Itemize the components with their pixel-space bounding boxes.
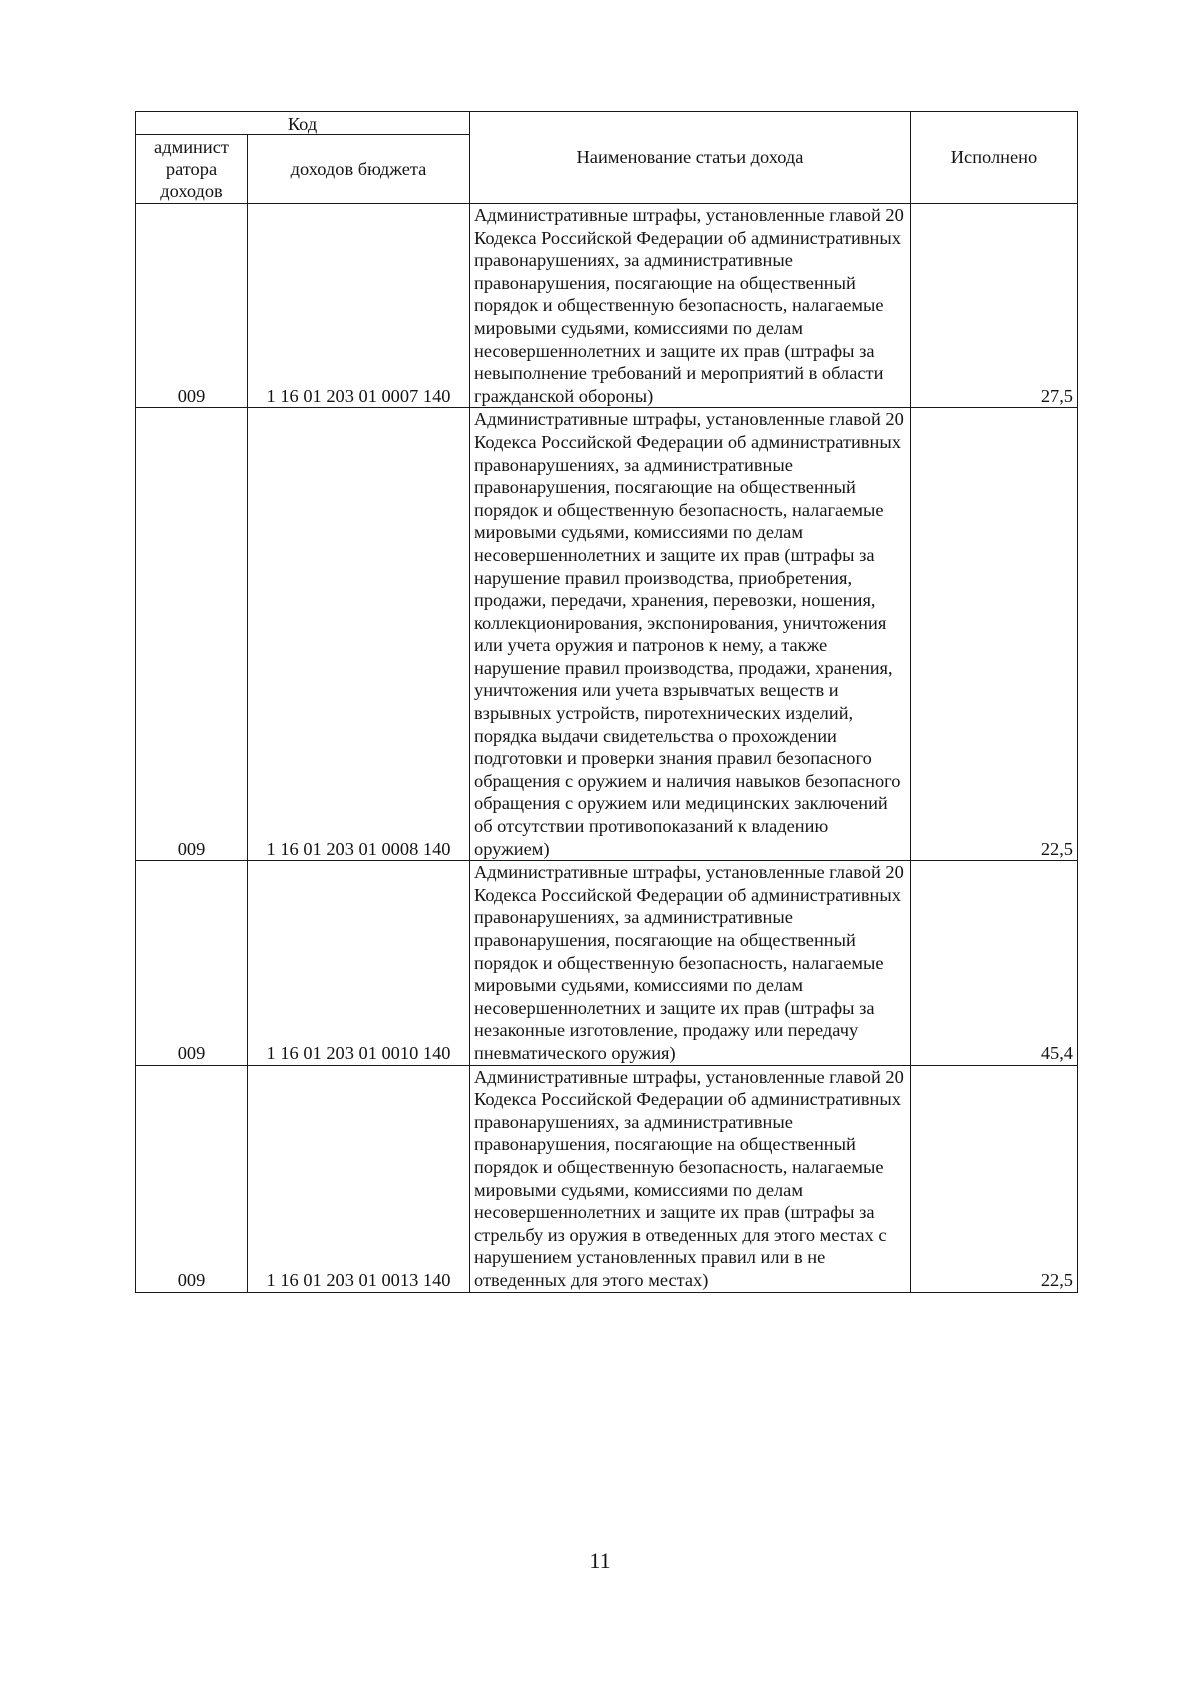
executed-amount-cell: 45,4 xyxy=(911,861,1078,1065)
executed-amount-cell: 22,5 xyxy=(911,1065,1078,1292)
admin-code-cell: 009 xyxy=(136,1065,248,1292)
executed-amount-cell: 27,5 xyxy=(911,204,1078,408)
header-kod: Код xyxy=(136,112,470,135)
page-number: 11 xyxy=(589,1548,611,1573)
header-executed: Исполнено xyxy=(911,112,1078,204)
table-row xyxy=(136,1065,1078,1292)
table-row xyxy=(136,408,1078,861)
item-name-cell: Административные штрафы, установленные главой 20 Кодекса Российской Федерации об административных правонарушениях, за административные правонарушения, посягающие на общественный порядок и общественную безопасность, налагаемые мировыми судьями, комиссиями по делам несовершеннолетних и защите их прав (штрафы за нарушение правил производства, приобретения, продажи, передачи, хранения, перевозки, ношения, коллекционирования, экспонирования, уничтожения или учета оружия и патронов к нему, а также нарушение правил производства, продажи, хранения, уничтожения или учета взрывчатых веществ и взрывных устройств, пиротехнических изделий, порядка выдачи свидетельства о прохождении подготовки и проверки знания правил безопасного обращения с оружием и наличия навыков безопасного обращения с оружием или медицинских заключений об отсутствии противопоказаний к владению оружием) xyxy=(470,408,911,861)
item-name-cell: Административные штрафы, установленные главой 20 Кодекса Российской Федерации об административных правонарушениях, за административные правонарушения, посягающие на общественный порядок и общественную безопасность, налагаемые мировыми судьями, комиссиями по делам несовершеннолетних и защите их прав (штрафы за незаконные изготовление, продажу или передачу пневматического оружия) xyxy=(470,861,911,1065)
item-name-cell: Административные штрафы, установленные главой 20 Кодекса Российской Федерации об административных правонарушениях, за административные правонарушения, посягающие на общественный порядок и общественную безопасность, налагаемые мировыми судьями, комиссиями по делам несовершеннолетних и защите их прав (штрафы за невыполнение требований и мероприятий в области гражданской обороны) xyxy=(470,204,911,408)
income-code-cell: 1 16 01 203 01 0010 140 xyxy=(248,861,470,1065)
header-row-top xyxy=(136,112,1078,135)
header-item-name: Наименование статьи дохода xyxy=(470,112,911,204)
admin-code-cell: 009 xyxy=(136,861,248,1065)
admin-code-cell: 009 xyxy=(136,408,248,861)
income-code-cell: 1 16 01 203 01 0008 140 xyxy=(248,408,470,861)
revenue-table xyxy=(135,111,1078,1293)
header-income-code: доходов бюджета xyxy=(248,135,470,204)
income-code-cell: 1 16 01 203 01 0007 140 xyxy=(248,204,470,408)
item-name-cell: Административные штрафы, установленные главой 20 Кодекса Российской Федерации об административных правонарушениях, за административные правонарушения, посягающие на общественный порядок и общественную безопасность, налагаемые мировыми судьями, комиссиями по делам несовершеннолетних и защите их прав (штрафы за стрельбу из оружия в отведенных для этого местах с нарушением установленных правил или в не отведенных для этого местах) xyxy=(470,1065,911,1292)
table-row xyxy=(136,204,1078,408)
table-row xyxy=(136,861,1078,1065)
header-administrator: админист ратора доходов xyxy=(136,135,248,204)
executed-amount-cell: 22,5 xyxy=(911,408,1078,861)
income-code-cell: 1 16 01 203 01 0013 140 xyxy=(248,1065,470,1292)
admin-code-cell: 009 xyxy=(136,204,248,408)
